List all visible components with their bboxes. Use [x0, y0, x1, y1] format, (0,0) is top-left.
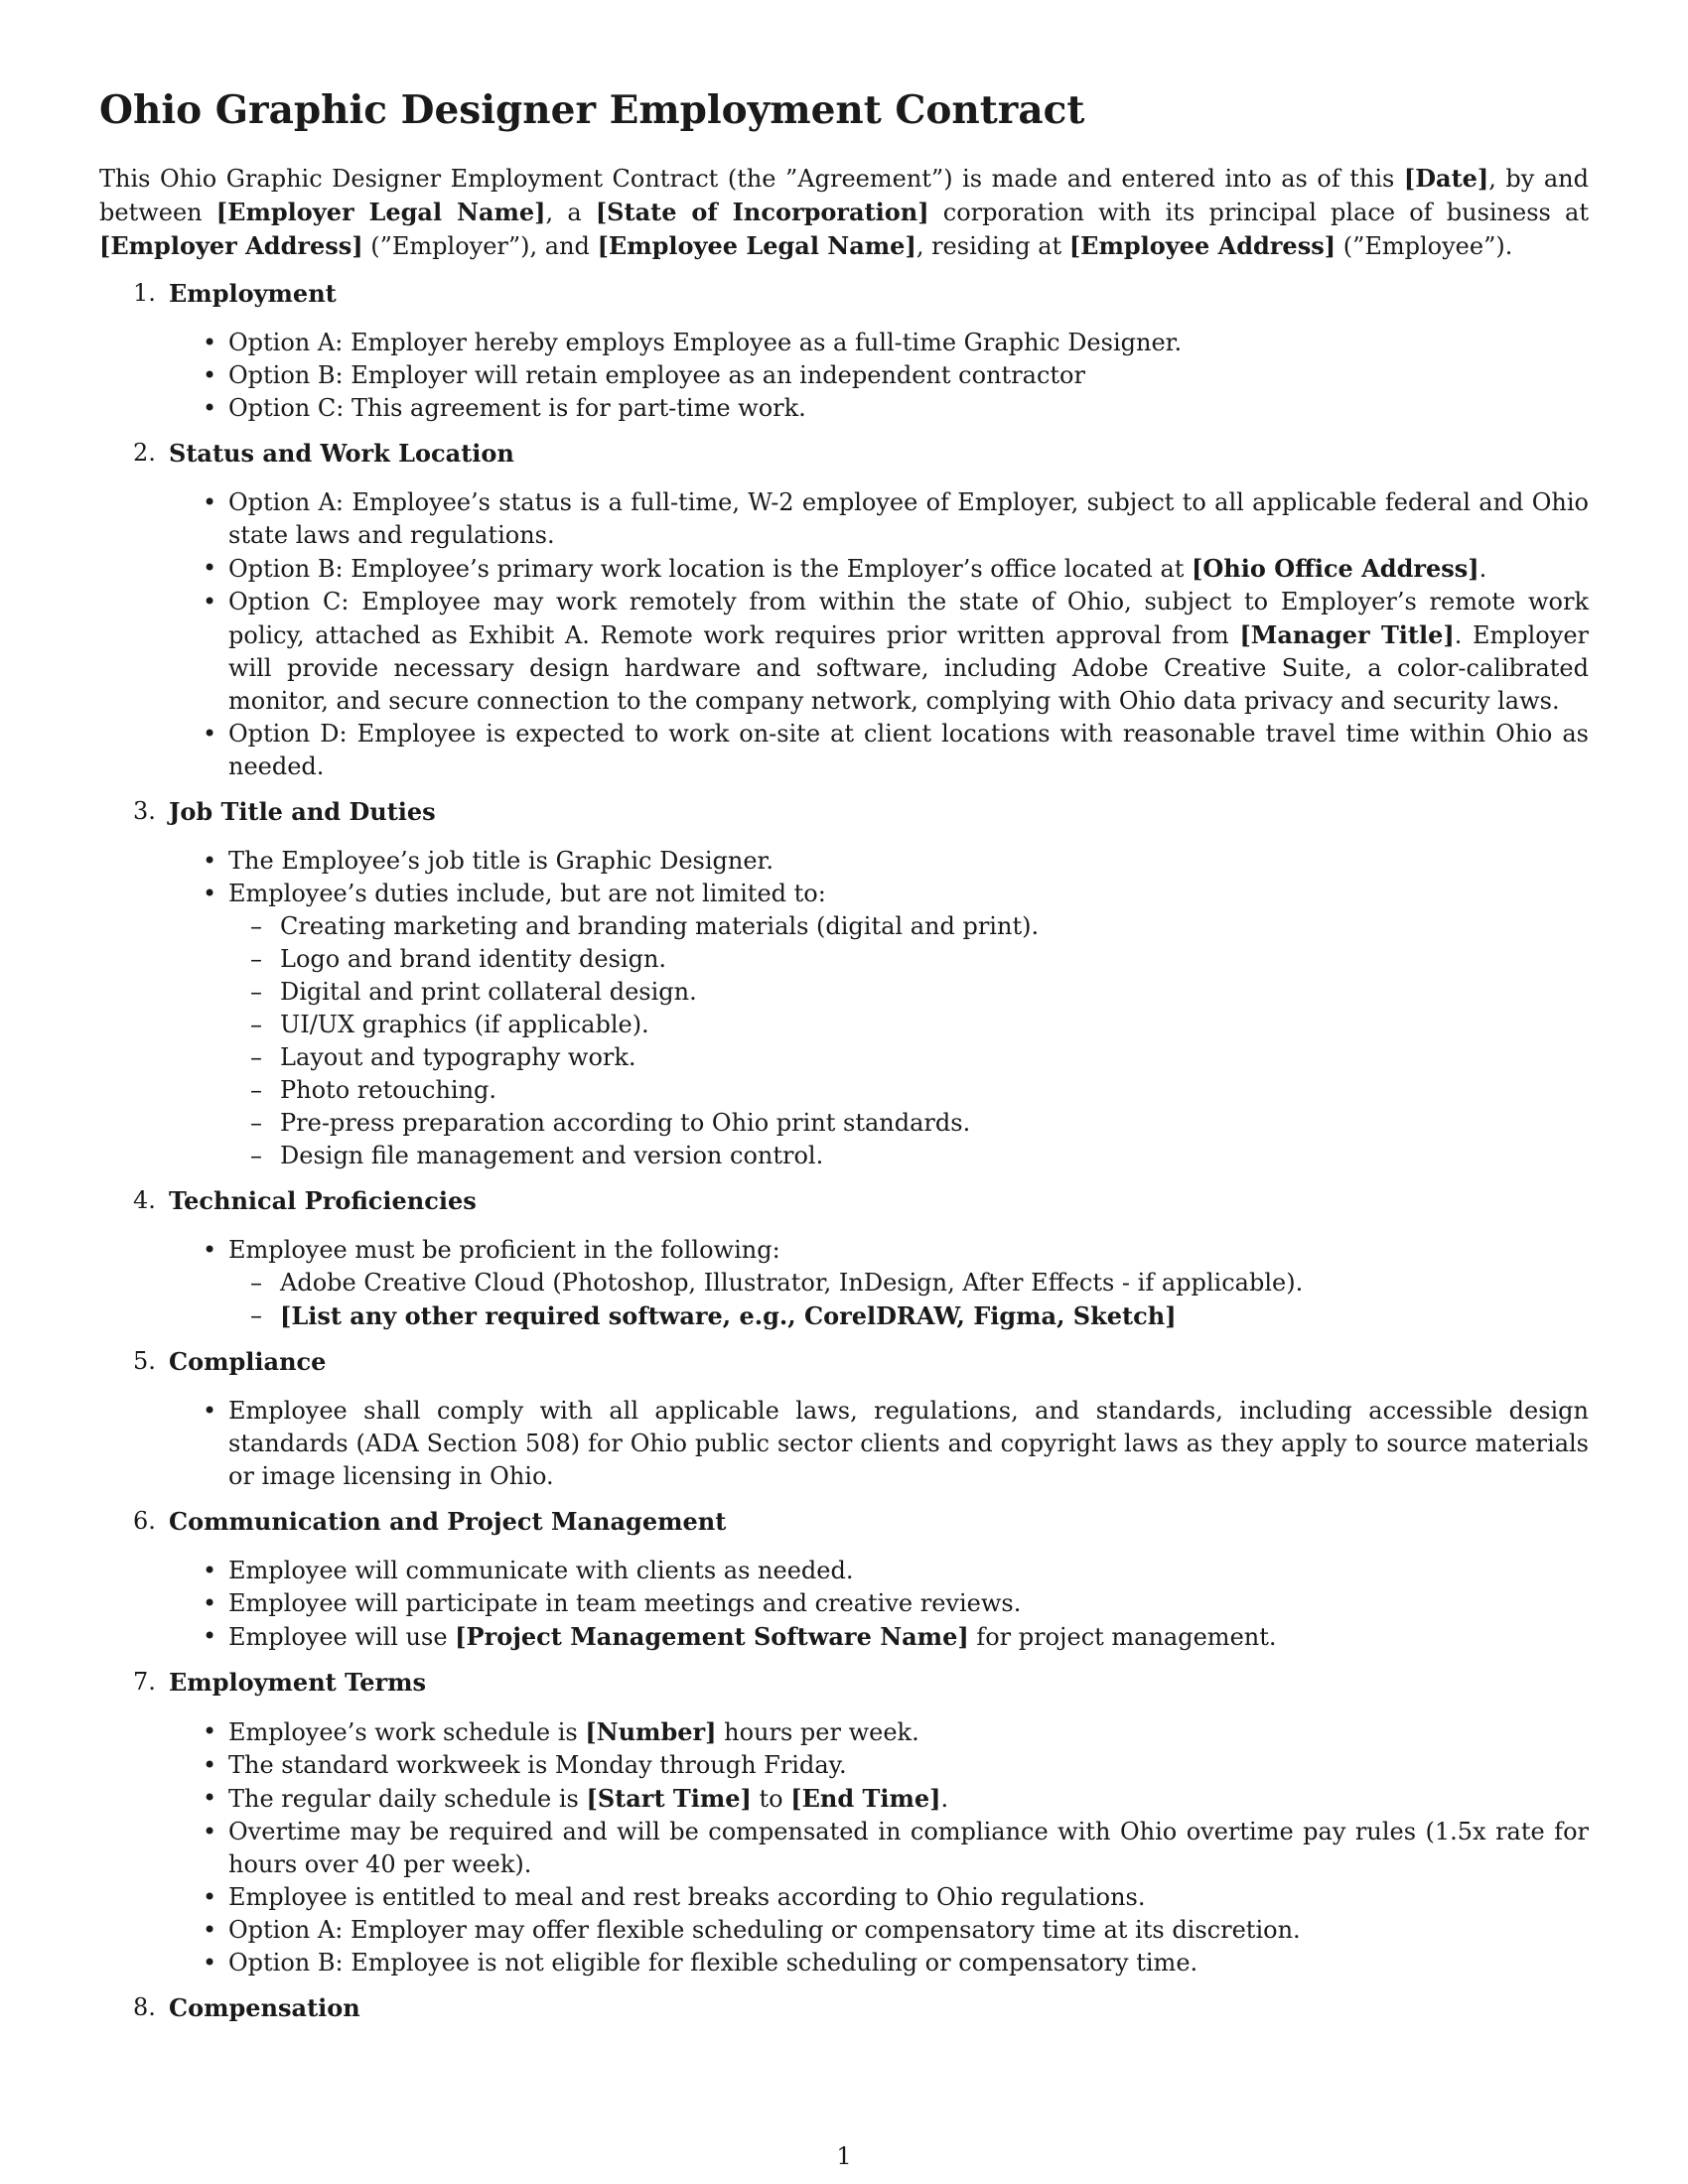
section-number: 8. [133, 1992, 156, 2021]
sub-list-item [228, 1041, 1589, 1074]
section-title: Employment Terms [169, 1667, 427, 1697]
placeholder-field: [Project Management Software Name] [455, 1621, 969, 1651]
section-3 [99, 795, 1589, 1172]
text-run: Option A: Employer may offer flexible scheduling or compensatory time at its discretion. [228, 1915, 1301, 1944]
list-item [99, 552, 1589, 586]
bullet-list [99, 327, 1589, 425]
section-number: 6. [133, 1506, 156, 1535]
text-run: , residing at [915, 231, 1069, 260]
text-run: Photo retouching. [280, 1075, 497, 1104]
list-item [99, 878, 1589, 1172]
list-item [99, 718, 1589, 783]
list-item [99, 1715, 1589, 1749]
document-title: Ohio Graphic Designer Employment Contract [99, 87, 1085, 133]
section-heading [99, 795, 1589, 829]
placeholder-field: [Start Time] [586, 1783, 752, 1813]
text-run: . [1478, 554, 1487, 583]
list-item [99, 1881, 1589, 1914]
placeholder-field: [Employee Legal Name] [597, 230, 916, 260]
text-run: This Ohio Graphic Designer Employment Contract (the ”Agreement”) is made and entered into as of this [99, 164, 1404, 193]
section-title: Communication and Project Management [169, 1506, 727, 1536]
text-run: Option C: Employee may work remotely from within the state of Ohio, subject to Employer’s remote work policy, attached as Exhibit A. Remote work requires prior written approval from [228, 587, 1589, 649]
list-item [99, 1816, 1589, 1881]
section-heading [99, 1184, 1589, 1218]
section-title: Compensation [169, 1992, 360, 2022]
list-item [99, 1782, 1589, 1816]
list-item [99, 486, 1589, 552]
text-run: Logo and brand identity design. [280, 944, 667, 973]
placeholder-field: [Employer Legal Name] [215, 197, 546, 226]
list-item [99, 586, 1589, 718]
section-2 [99, 437, 1589, 783]
text-run: The regular daily schedule is [228, 1784, 587, 1813]
text-run: Employee will use [228, 1622, 456, 1651]
list-item [99, 1620, 1589, 1654]
text-run: Adobe Creative Cloud (Photoshop, Illustrator, InDesign, After Effects - if applicable). [280, 1268, 1304, 1297]
placeholder-field: [Employee Address] [1068, 230, 1336, 260]
document-page [99, 87, 1589, 2037]
text-run: Digital and print collateral design. [280, 977, 697, 1006]
text-run: . Employer will provide necessary design hardware and software, including Adobe Creative Suite, a color-calibrated monitor, and secure connection to the company network, complying with Ohio data privacy and security laws. [228, 620, 1589, 715]
bullet-list [99, 486, 1589, 783]
text-run: . [940, 1784, 949, 1813]
text-run: , by and between [99, 164, 1590, 226]
list-item [99, 1914, 1589, 1947]
text-run: hours per week. [716, 1717, 919, 1746]
bullet-list [99, 1715, 1589, 1979]
section-number: 7. [133, 1667, 156, 1696]
section-5 [99, 1345, 1589, 1493]
text-run: Overtime may be required and will be compensated in compliance with Ohio overtime pay rules (1.5x rate for hours over 40 per week). [228, 1817, 1589, 1878]
sub-list-item [228, 976, 1589, 1009]
sub-list-item [228, 910, 1589, 943]
placeholder-field: [Ohio Office Address] [1192, 553, 1479, 583]
section-7 [99, 1666, 1589, 1979]
text-run: Employee’s duties include, but are not limited to: [228, 879, 826, 907]
section-number: 2. [133, 438, 156, 467]
text-run: Option B: Employee’s primary work location is the Employer’s office located at [228, 554, 1193, 583]
section-heading [99, 1505, 1589, 1539]
sub-list-item [228, 1140, 1589, 1172]
section-title: Technical Proficiencies [169, 1185, 477, 1215]
text-run: Employee will participate in team meetings and creative reviews. [228, 1588, 1022, 1617]
sub-list-item [228, 1074, 1589, 1107]
text-run: (”Employer”), and [362, 231, 598, 260]
bullet-list [99, 1234, 1589, 1333]
section-title: Compliance [169, 1346, 327, 1376]
section-title: Employment [169, 278, 337, 308]
text-run: Option B: Employee is not eligible for flexible scheduling or compensatory time. [228, 1948, 1198, 1977]
bullet-list [99, 1395, 1589, 1493]
text-run: UI/UX graphics (if applicable). [280, 1010, 649, 1038]
sub-list-item [228, 1107, 1589, 1140]
section-8 [99, 1991, 1589, 2025]
placeholder-field: [Manager Title] [1239, 619, 1455, 649]
text-run: Employee’s work schedule is [228, 1717, 586, 1746]
list-item [99, 1749, 1589, 1782]
section-heading [99, 1345, 1589, 1379]
list-item [99, 1234, 1589, 1333]
sub-list-item [228, 1299, 1589, 1333]
text-run: Layout and typography work. [280, 1042, 636, 1071]
text-run: Employee shall comply with all applicable laws, regulations, and standards, including accessible design standards (ADA Section 508) for Ohio public sector clients and copyright laws as they apply to source materials or image licensing in Ohio. [228, 1396, 1589, 1490]
list-item [99, 1587, 1589, 1620]
placeholder-field: [List any other required software, e.g., CorelDRAW, Figma, Sketch] [280, 1300, 1177, 1330]
placeholder-field: [Date] [1403, 163, 1489, 193]
text-run: Employee is entitled to meal and rest breaks according to Ohio regulations. [228, 1882, 1146, 1911]
bullet-list [99, 845, 1589, 1172]
list-item [99, 1395, 1589, 1493]
text-run: Option A: Employer hereby employs Employee as a full-time Graphic Designer. [228, 328, 1183, 356]
text-run: Creating marketing and branding materials (digital and print). [280, 911, 1040, 940]
list-item [99, 1555, 1589, 1587]
intro-paragraph [99, 162, 1589, 263]
text-run: Design file management and version control. [280, 1141, 824, 1169]
section-heading [99, 1666, 1589, 1700]
section-heading [99, 1991, 1589, 2025]
text-run: Option A: Employee’s status is a full-time, W-2 employee of Employer, subject to all applicable federal and Ohio state laws and regulations. [228, 487, 1589, 549]
sub-list [228, 1267, 1589, 1333]
sub-list [228, 910, 1589, 1172]
placeholder-field: [Number] [585, 1716, 717, 1746]
placeholder-field: [End Time] [790, 1783, 941, 1813]
page-number: 1 [836, 2142, 852, 2170]
placeholder-field: [State of Incorporation] [595, 197, 929, 226]
section-6 [99, 1505, 1589, 1654]
section-number: 5. [133, 1346, 156, 1375]
list-item [99, 327, 1589, 359]
section-list [99, 277, 1589, 2025]
text-run: , a [545, 198, 596, 226]
placeholder-field: [Employer Address] [99, 230, 363, 260]
section-title: Job Title and Duties [169, 796, 436, 826]
text-run: for project management. [968, 1622, 1277, 1651]
section-number: 1. [133, 278, 156, 307]
text-run: corporation with its principal place of business at [928, 198, 1589, 226]
text-run: Option C: This agreement is for part-time work. [228, 393, 806, 422]
text-run: Employee will communicate with clients as needed. [228, 1556, 854, 1584]
list-item [99, 392, 1589, 425]
section-1 [99, 277, 1589, 425]
text-run: The Employee’s job title is Graphic Designer. [228, 846, 774, 875]
list-item [99, 845, 1589, 878]
text-run: The standard workweek is Monday through Friday. [228, 1750, 847, 1779]
sub-list-item [228, 1267, 1589, 1299]
section-number: 3. [133, 796, 156, 825]
sub-list-item [228, 943, 1589, 976]
section-heading [99, 437, 1589, 471]
text-run: Option D: Employee is expected to work on-site at client locations with reasonable travel time within Ohio as needed. [228, 719, 1589, 780]
section-number: 4. [133, 1185, 156, 1214]
list-item [99, 1947, 1589, 1979]
text-run: to [751, 1784, 791, 1813]
section-title: Status and Work Location [169, 438, 514, 468]
text-run: Employee must be proficient in the following: [228, 1235, 780, 1264]
sub-list-item [228, 1009, 1589, 1041]
list-item [99, 359, 1589, 392]
text-run: Option B: Employer will retain employee as an independent contractor [228, 360, 1085, 389]
section-heading [99, 277, 1589, 311]
section-4 [99, 1184, 1589, 1333]
text-run: (”Employee”). [1336, 231, 1513, 260]
bullet-list [99, 1555, 1589, 1654]
text-run: Pre-press preparation according to Ohio print standards. [280, 1108, 971, 1137]
